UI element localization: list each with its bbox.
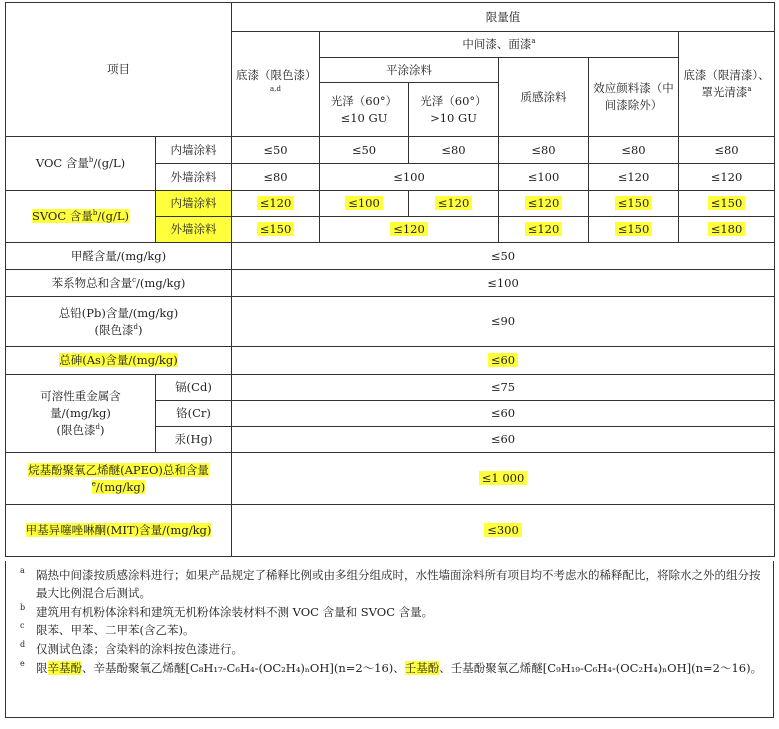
table-cell: ≤150: [679, 191, 775, 217]
note-e: e 限辛基酚、辛基酚聚氧乙烯醚[C₈H₁₇-C₆H₄-(OC₂H₄)ₙOH](n=2～16)、壬基酚、壬基酚聚氧乙烯醚[C₉H₁₉-C₆H₄-(OC₂H₄)ₙOH](n=2～16)。: [20, 659, 763, 676]
voc-label: VOC 含量$^b$/(g/L): [6, 137, 156, 191]
mit-row: [6, 505, 775, 557]
svoc-outer-label: 外墙涂料: [156, 217, 232, 243]
table-cell: ≤150: [232, 217, 320, 243]
formaldehyde-value: ≤50: [232, 243, 775, 270]
voc-inner-label: 内墙涂料: [156, 137, 232, 164]
table-cell: ≤150: [589, 191, 679, 217]
header-texture: 质感涂料: [499, 58, 589, 137]
header-limit: 限量值: [232, 3, 775, 32]
voc-outer-label: 外墙涂料: [156, 164, 232, 191]
table-cell: ≤120: [232, 191, 320, 217]
table-cell: ≤80: [232, 164, 320, 191]
lead-value: ≤90: [232, 297, 775, 347]
table-cell: ≤180: [679, 217, 775, 243]
table-cell: ≤120: [499, 217, 589, 243]
header-gloss-low: 光泽（60°）≤10 GU: [320, 83, 409, 137]
formaldehyde-row: [6, 243, 775, 270]
note-b: b 建筑用有机粉体涂料和建筑无机粉体涂装材料不测 VOC 含量和 SVOC 含量。: [20, 602, 434, 619]
table-cell: ≤100: [320, 164, 499, 191]
cr-value: ≤60: [232, 401, 775, 427]
header-flat: 平涂涂料: [320, 58, 499, 83]
table-cell: ≤120: [320, 217, 499, 243]
svoc-label: SVOC 含量$^b$/(g/L): [6, 191, 156, 243]
header-primer-color: 底漆（限色漆）$^{a,d}$: [232, 32, 320, 137]
mit-label: 甲基异噻唑啉酮(MIT)含量/(mg/kg): [6, 505, 232, 557]
benzene-row: [6, 270, 775, 297]
benzene-label: 苯系物总和含量$^c$/(mg/kg): [6, 270, 232, 297]
table-cell: ≤80: [589, 137, 679, 164]
voc-limit-table: [5, 2, 775, 557]
heavy-metal-label: 可溶性重金属含量/(mg/kg) (限色漆$^d$): [6, 375, 156, 453]
note-a: a 隔热中间漆按质感涂料进行；如果产品规定了稀释比例或由多组分组成时，水性墙面涂料所有项目均不考虑水的稀释配比，将除水之外的组分按最大比例混合后测试。: [20, 566, 761, 600]
header-mid-top: 中间漆、面漆$^a$: [320, 32, 679, 58]
table-cell: ≤80: [409, 137, 499, 164]
table-cell: ≤120: [499, 191, 589, 217]
table-cell: ≤120: [409, 191, 499, 217]
hg-label: 汞(Hg): [156, 427, 232, 453]
cd-row: [6, 375, 775, 401]
header-effect: 效应颜料漆（中间漆除外）: [589, 58, 679, 137]
table-cell: ≤120: [589, 164, 679, 191]
hg-value: ≤60: [232, 427, 775, 453]
svoc-inner-row: [6, 191, 775, 217]
table-cell: ≤120: [679, 164, 775, 191]
table-cell: ≤80: [499, 137, 589, 164]
header-clear: 底漆（限清漆）、罩光清漆$^a$: [679, 32, 775, 137]
lead-label: 总铅(Pb)含量/(mg/kg) (限色漆$^d$): [6, 297, 232, 347]
apeo-row: [6, 453, 775, 505]
formaldehyde-label: 甲醛含量/(mg/kg): [6, 243, 232, 270]
table-notes: [5, 561, 774, 718]
cd-value: ≤75: [232, 375, 775, 401]
table-cell: ≤150: [589, 217, 679, 243]
mit-value: ≤300: [232, 505, 775, 557]
table-cell: ≤80: [679, 137, 775, 164]
benzene-value: ≤100: [232, 270, 775, 297]
arsenic-value: ≤60: [232, 347, 775, 375]
lead-row: [6, 297, 775, 347]
apeo-label: 烷基酚聚氧乙烯醚(APEO)总和含量$^e$/(mg/kg): [6, 453, 232, 505]
arsenic-row: [6, 347, 775, 375]
table-cell: ≤50: [232, 137, 320, 164]
note-d: d 仅测试色漆；含染料的涂料按色漆进行。: [20, 640, 243, 657]
table-cell: ≤100: [499, 164, 589, 191]
svoc-inner-label: 内墙涂料: [156, 191, 232, 217]
apeo-value: ≤1 000: [232, 453, 775, 505]
cr-label: 铬(Cr): [156, 401, 232, 427]
arsenic-label: 总砷(As)含量/(mg/kg): [6, 347, 232, 375]
table-cell: ≤100: [320, 191, 409, 217]
header-item: 项目: [6, 3, 232, 137]
voc-inner-row: [6, 137, 775, 164]
cd-label: 镉(Cd): [156, 375, 232, 401]
note-c: c 限苯、甲苯、二甲苯(含乙苯)。: [20, 621, 195, 638]
header-gloss-high: 光泽（60°）>10 GU: [409, 83, 499, 137]
table-cell: ≤50: [320, 137, 409, 164]
